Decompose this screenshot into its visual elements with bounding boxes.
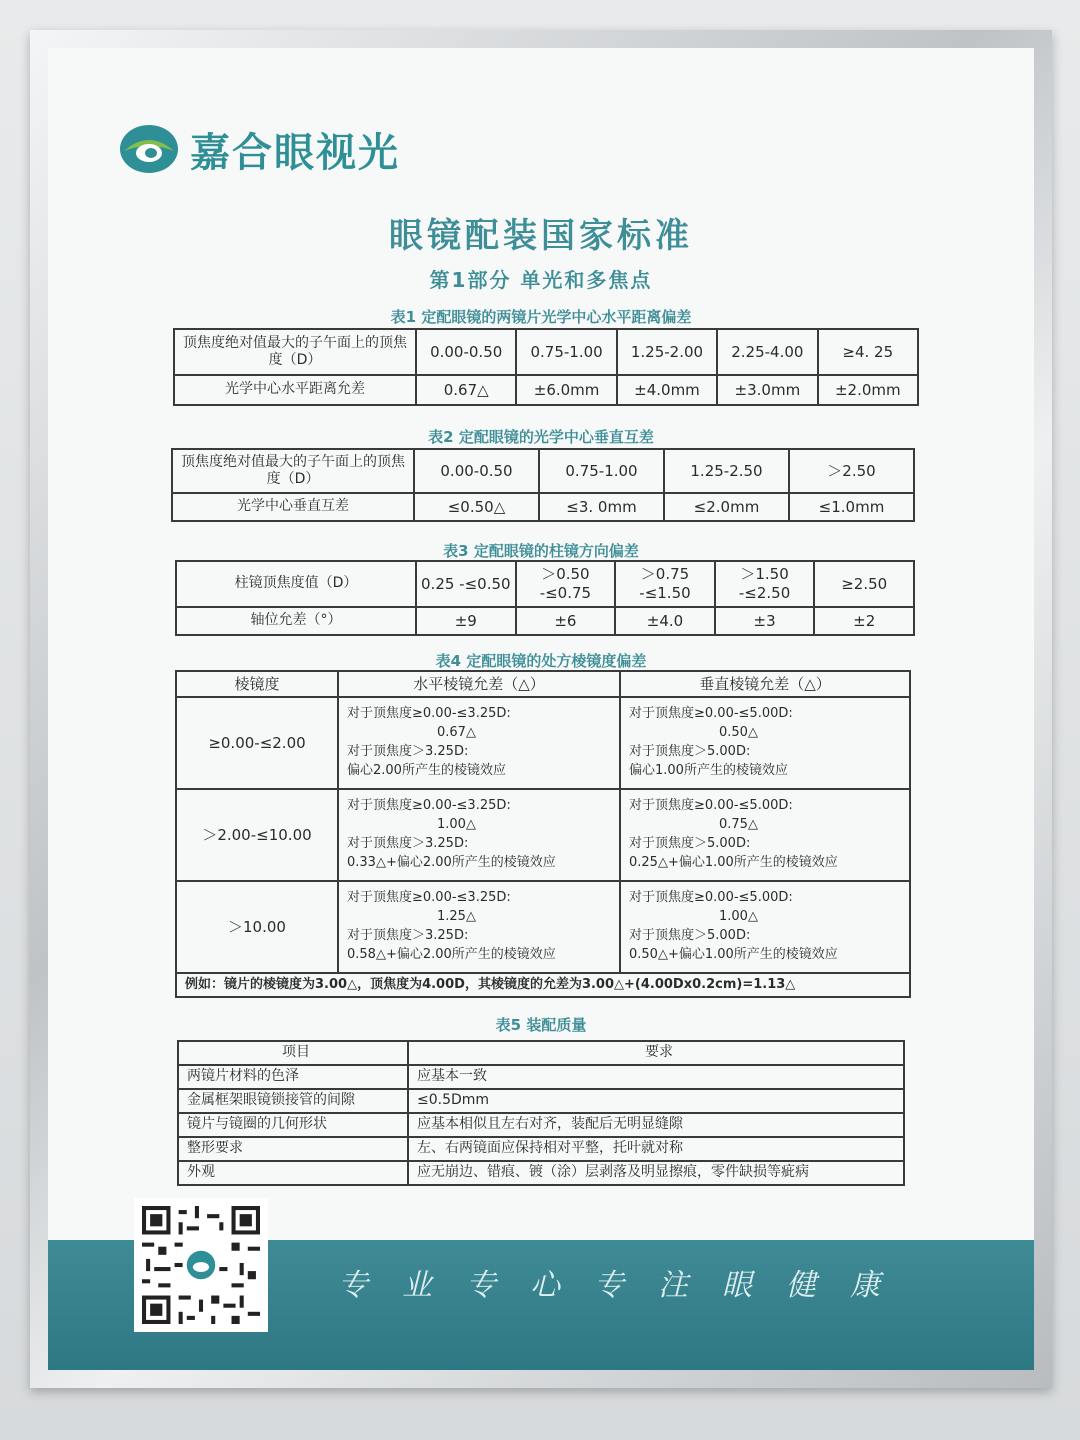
cell-line: 对于顶焦度≥0.00-≤3.25D: xyxy=(347,798,511,814)
eye-logo-icon xyxy=(118,121,180,177)
table1-range: ≥4. 25 xyxy=(818,329,918,375)
brand-name: 嘉合眼视光 xyxy=(190,129,400,176)
table2-range: ＞2.50 xyxy=(789,449,914,493)
table3-value: ±3 xyxy=(715,607,815,635)
cell-line: 对于顶焦度＞3.25D: xyxy=(347,928,469,943)
table4-example-row xyxy=(176,973,910,997)
table1-range: 0.00-0.50 xyxy=(416,329,516,375)
cell-line: 1.25△ xyxy=(437,909,476,925)
cell-line: 对于顶焦度＞3.25D: xyxy=(347,836,469,851)
table4-vertical-cell xyxy=(620,881,910,973)
table4-header: 棱镜度 xyxy=(176,671,338,697)
table2-row-values xyxy=(172,493,914,521)
table1-row-header: 光学中心水平距离允差 xyxy=(174,375,416,405)
table4 xyxy=(175,670,911,998)
qr-code-icon xyxy=(142,1206,260,1324)
table4-horizontal-cell xyxy=(338,881,620,973)
table2 xyxy=(171,448,915,522)
table5-row xyxy=(178,1161,904,1185)
cell-line: 对于顶焦度＞5.00D: xyxy=(629,744,751,759)
cell-line: 0.33△+偏心2.00所产生的棱镜效应 xyxy=(347,854,556,870)
table5-header: 要求 xyxy=(408,1041,904,1065)
table4-row xyxy=(176,881,910,973)
page-subtitle: 第1部分 单光和多焦点 xyxy=(429,268,653,292)
cell-line: 偏心1.00所产生的棱镜效应 xyxy=(629,762,788,778)
table4-example: 例如：镜片的棱镜度为3.00△，顶焦度为4.00D，其棱镜度的允差为3.00△+(4.00Dx0.2cm)=1.13△ xyxy=(176,973,910,997)
table5-item: 金属框架眼镜锁接管的间隙 xyxy=(178,1089,408,1113)
cell-line: 偏心2.00所产生的棱镜效应 xyxy=(347,762,506,778)
table2-value: ≤3. 0mm xyxy=(539,493,664,521)
table5-requirement: 左、右两镜面应保持相对平整，托叶就对称 xyxy=(408,1137,904,1161)
table4-horizontal-cell xyxy=(338,789,620,881)
table5-row xyxy=(178,1137,904,1161)
table3-caption: 表3 定配眼镜的柱镜方向偏差 xyxy=(443,542,639,560)
table4-horizontal-cell xyxy=(338,697,620,789)
table4-vertical-cell xyxy=(620,697,910,789)
table3-range: ＞0.50 -≤0.75 xyxy=(516,561,616,607)
table1-value: ±2.0mm xyxy=(818,375,918,405)
table5-header: 项目 xyxy=(178,1041,408,1065)
poster xyxy=(48,48,1034,1370)
table3-value: ±2 xyxy=(814,607,914,635)
cell-line: 对于顶焦度≥0.00-≤5.00D: xyxy=(629,798,793,814)
table1-row-values xyxy=(174,375,918,405)
cell-line: 1.00△ xyxy=(437,817,476,833)
table1-row-header: 顶焦度绝对值最大的子午面上的顶焦度（D） xyxy=(174,329,416,375)
table2-range: 1.25-2.50 xyxy=(664,449,789,493)
table2-value: ≤1.0mm xyxy=(789,493,914,521)
table3-range: 0.25 -≤0.50 xyxy=(416,561,516,607)
table1-value: ±4.0mm xyxy=(617,375,717,405)
cell-line: 0.75△ xyxy=(719,817,758,833)
cell-line: 对于顶焦度＞5.00D: xyxy=(629,836,751,851)
table3-row-values xyxy=(176,607,914,635)
table5-item: 外观 xyxy=(178,1161,408,1185)
table4-row xyxy=(176,697,910,789)
table1-range: 0.75-1.00 xyxy=(516,329,616,375)
table5-requirement: ≤0.5Dmm xyxy=(408,1089,904,1113)
table3-row-ranges xyxy=(176,561,914,607)
brand-logo xyxy=(118,118,400,180)
table4-range: ＞10.00 xyxy=(176,881,338,973)
table5-header-row xyxy=(178,1041,904,1065)
table2-row-header: 光学中心垂直互差 xyxy=(172,493,414,521)
table1-row-ranges xyxy=(174,329,918,375)
table1-caption: 表1 定配眼镜的两镜片光学中心水平距离偏差 xyxy=(390,308,692,326)
table1-value: ±3.0mm xyxy=(717,375,817,405)
table5-row xyxy=(178,1113,904,1137)
table2-range: 0.00-0.50 xyxy=(414,449,539,493)
table1-value: 0.67△ xyxy=(416,375,516,405)
table4-range: ≥0.00-≤2.00 xyxy=(176,697,338,789)
table5-requirement: 应无崩边、错痕、镀（涂）层剥落及明显擦痕，零件缺损等疵病 xyxy=(408,1161,904,1185)
table4-header: 垂直棱镜允差（△） xyxy=(620,671,910,697)
table5-requirement: 应基本相似且左右对齐，装配后无明显缝隙 xyxy=(408,1113,904,1137)
table5-requirement: 应基本一致 xyxy=(408,1065,904,1089)
table3-row-header: 柱镜顶焦度值（D） xyxy=(176,561,416,607)
cell-line: 0.67△ xyxy=(437,725,476,741)
cell-line: 0.25△+偏心1.00所产生的棱镜效应 xyxy=(629,854,838,870)
table4-vertical-cell xyxy=(620,789,910,881)
table1-range: 1.25-2.00 xyxy=(617,329,717,375)
cell-line: 对于顶焦度＞5.00D: xyxy=(629,928,751,943)
page-title: 眼镜配装国家标准 xyxy=(389,216,693,256)
table5 xyxy=(177,1040,905,1186)
cell-line: 对于顶焦度≥0.00-≤3.25D: xyxy=(347,890,511,906)
table3-value: ±6 xyxy=(516,607,616,635)
table4-row xyxy=(176,789,910,881)
table4-range: ＞2.00-≤10.00 xyxy=(176,789,338,881)
table2-value: ≤0.50△ xyxy=(414,493,539,521)
table3-value: ±4.0 xyxy=(615,607,715,635)
table5-item: 整形要求 xyxy=(178,1137,408,1161)
table1 xyxy=(173,328,919,406)
cell-line: 1.00△ xyxy=(719,909,758,925)
table3-row-header: 轴位允差（°） xyxy=(176,607,416,635)
qr-code[interactable] xyxy=(134,1198,268,1332)
table1-range: 2.25-4.00 xyxy=(717,329,817,375)
cell-line: 对于顶焦度＞3.25D: xyxy=(347,744,469,759)
table4-caption: 表4 定配眼镜的处方棱镜度偏差 xyxy=(435,652,647,670)
table4-header-row xyxy=(176,671,910,697)
cell-line: 对于顶焦度≥0.00-≤5.00D: xyxy=(629,890,793,906)
table5-row xyxy=(178,1089,904,1113)
slogan: 专业专心专注眼健康 xyxy=(338,1268,914,1303)
table2-range: 0.75-1.00 xyxy=(539,449,664,493)
table2-value: ≤2.0mm xyxy=(664,493,789,521)
table3-range: ≥2.50 xyxy=(814,561,914,607)
cell-line: 对于顶焦度≥0.00-≤5.00D: xyxy=(629,706,793,722)
table4-header: 水平棱镜允差（△） xyxy=(338,671,620,697)
table5-row xyxy=(178,1065,904,1089)
table3-range: ＞0.75 -≤1.50 xyxy=(615,561,715,607)
table3 xyxy=(175,560,915,636)
table3-range: ＞1.50 -≤2.50 xyxy=(715,561,815,607)
table5-caption: 表5 装配质量 xyxy=(495,1016,587,1034)
cell-line: 对于顶焦度≥0.00-≤3.25D: xyxy=(347,706,511,722)
cell-line: 0.50△ xyxy=(719,725,758,741)
table5-item: 两镜片材料的色泽 xyxy=(178,1065,408,1089)
table2-row-header: 顶焦度绝对值最大的子午面上的顶焦度（D） xyxy=(172,449,414,493)
table2-row-ranges xyxy=(172,449,914,493)
table3-value: ±9 xyxy=(416,607,516,635)
table2-caption: 表2 定配眼镜的光学中心垂直互差 xyxy=(428,428,654,446)
cell-line: 0.58△+偏心2.00所产生的棱镜效应 xyxy=(347,946,556,962)
cell-line: 0.50△+偏心1.00所产生的棱镜效应 xyxy=(629,946,838,962)
table5-item: 镜片与镜圈的几何形状 xyxy=(178,1113,408,1137)
table1-value: ±6.0mm xyxy=(516,375,616,405)
